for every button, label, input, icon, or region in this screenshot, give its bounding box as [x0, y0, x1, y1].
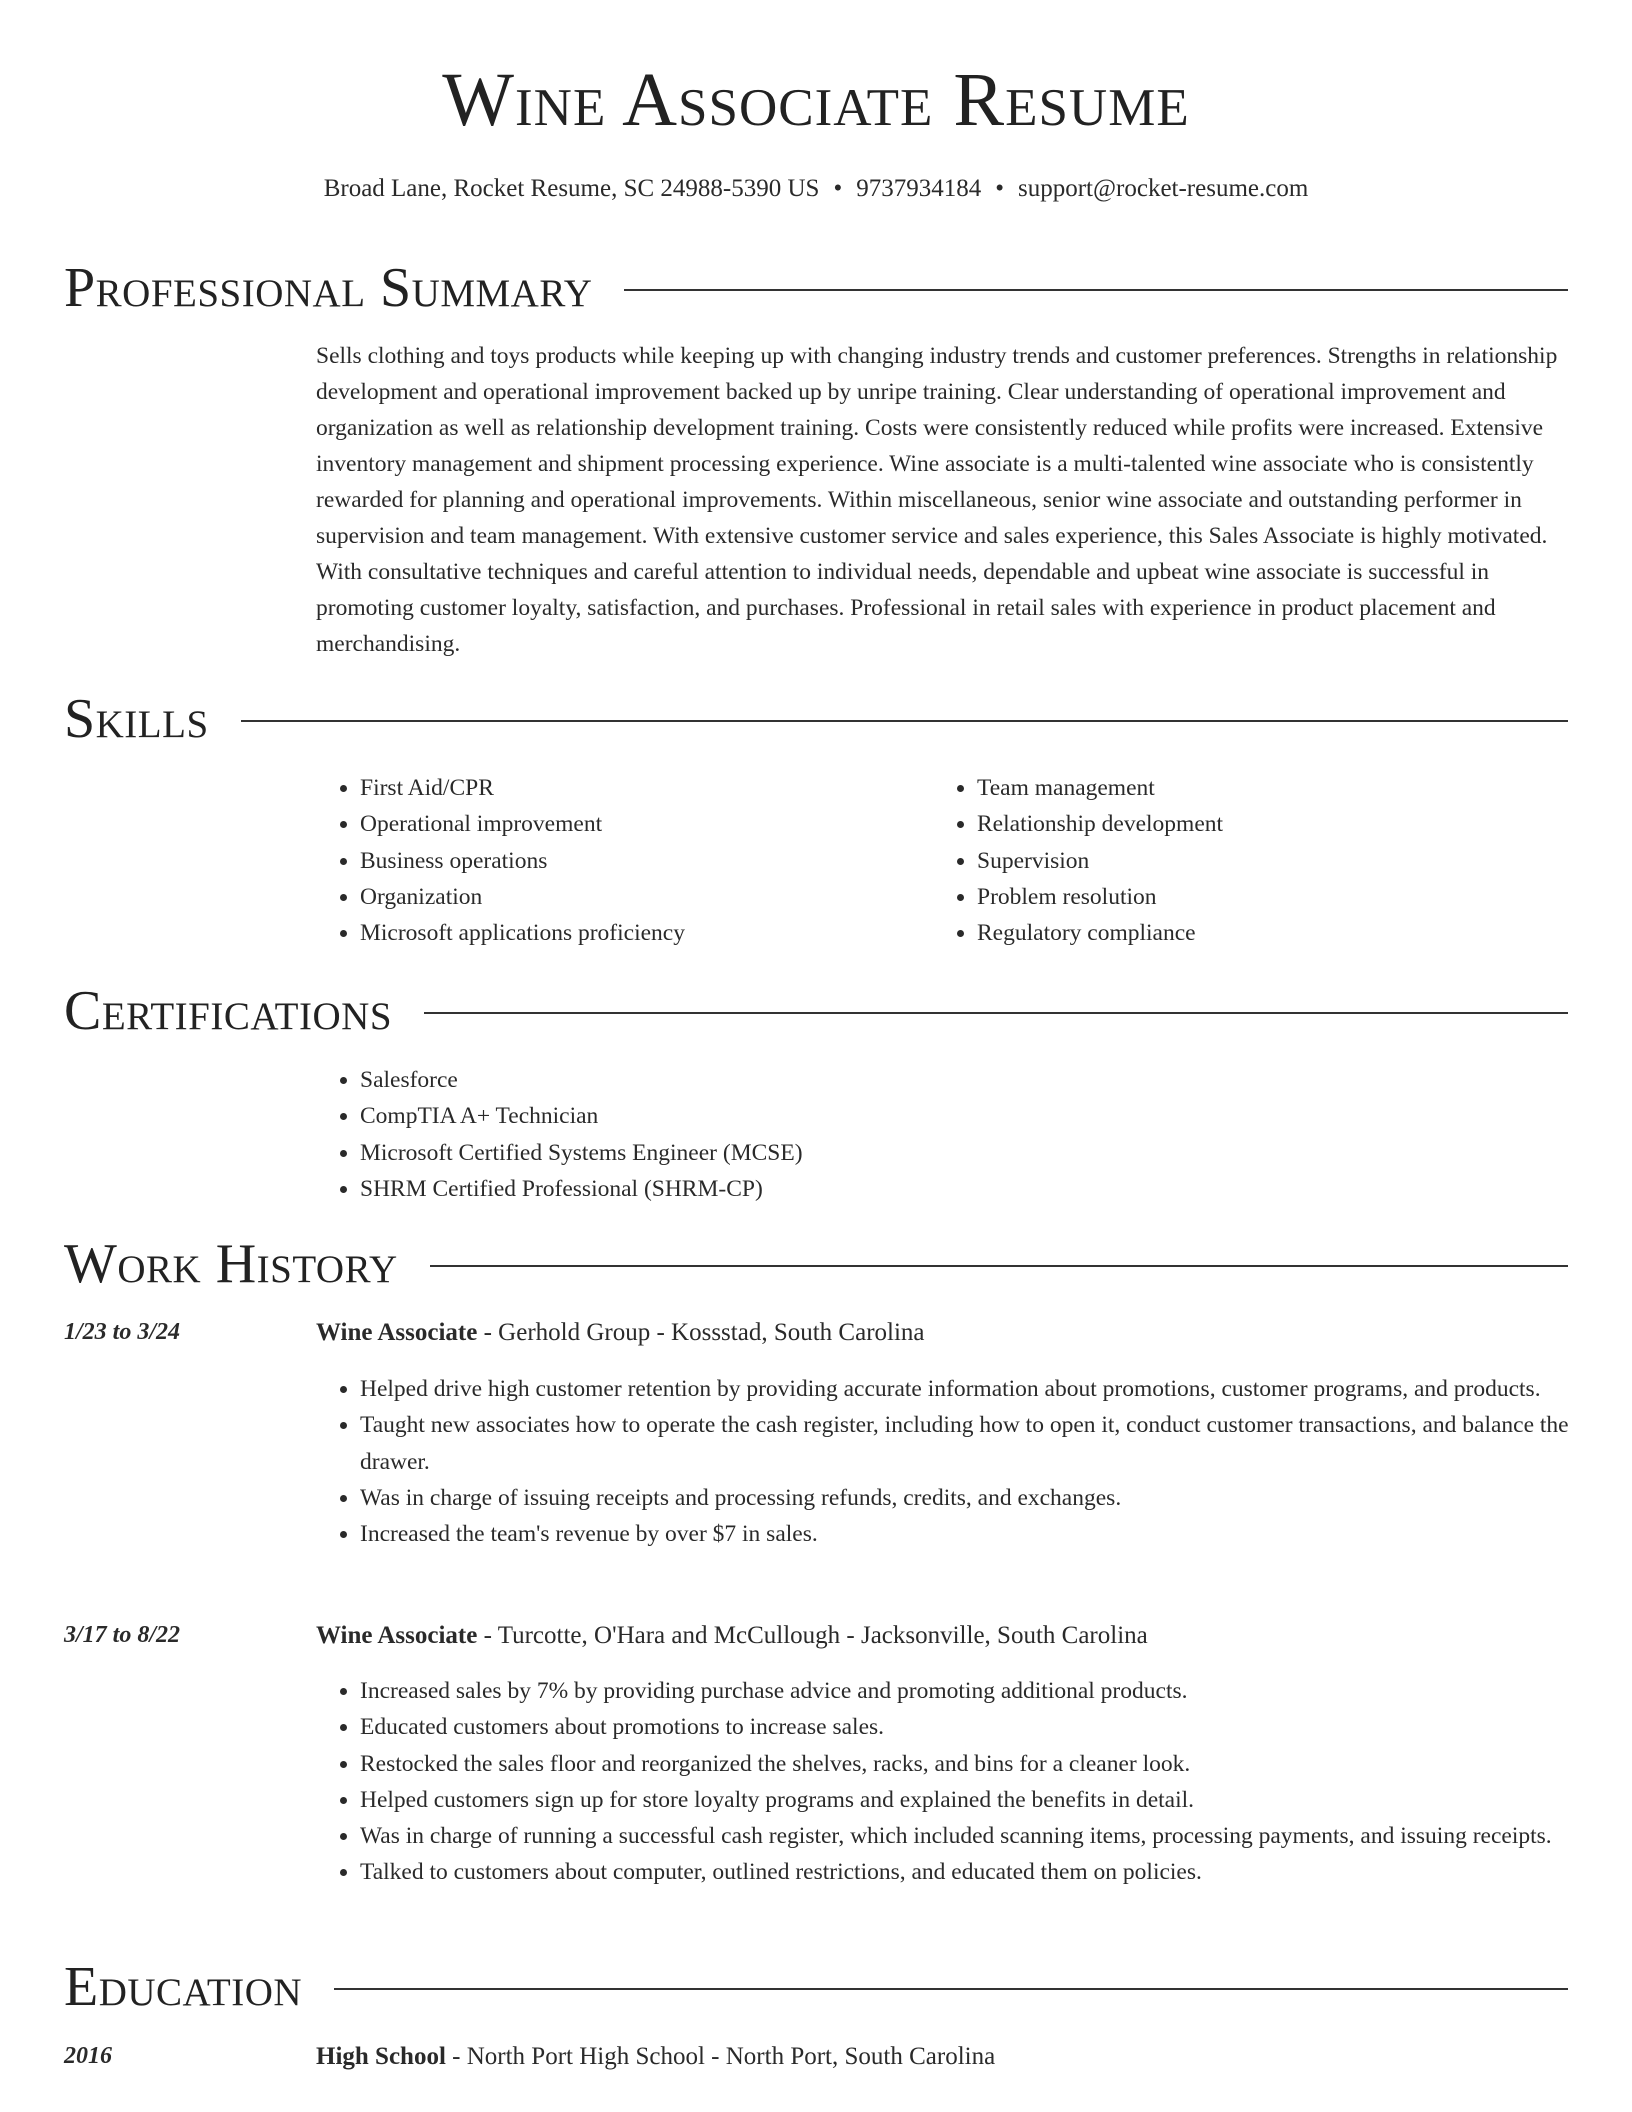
- summary-section-header: [64, 258, 1568, 318]
- job-title-line: [316, 1623, 1148, 1648]
- work-heading: Work History: [64, 1233, 398, 1295]
- contact-separator: •: [833, 175, 843, 202]
- skills-heading: Skills: [64, 688, 209, 750]
- job-bullets: [316, 1371, 1614, 1552]
- summary-text: Sells clothing and toys products while keeping up with changing industry trends and customer preferences. Strengths in relationship development and operational improvement backed up by unripe training. Clear understanding of operational improvement and organization as well as relationship development training. Costs were consistently reduced while profits were increased. Extensive inventory management and shipment processing experience. Wine associate is a multi-talented wine associate who is consistently rewarded for planning and operational improvements. Within miscellaneous, senior wine associate and outstanding performer in supervision and team management. With extensive customer service and sales experience, this Sales Associate is highly motivated. With consultative techniques and careful attention to individual needs, dependable and upbeat wine associate is successful in promoting customer loyalty, satisfaction, and purchases. Professional in retail sales with experience in product placement and merchandising.: [316, 343, 1558, 657]
- skill-item: • First Aid/CPR: [360, 770, 920, 806]
- section-divider: [624, 289, 1568, 291]
- education-title-line: [316, 2044, 995, 2069]
- skills-list-right: [933, 770, 1577, 951]
- job-bullet: • Was in charge of issuing receipts and processing refunds, credits, and exchanges.: [360, 1480, 1614, 1516]
- job-bullet: • Helped customers sign up for store loyalty programs and explained the benefits in detail.: [360, 1782, 1614, 1818]
- skill-item: • Operational improvement: [360, 806, 920, 842]
- job-bullet: • Taught new associates how to operate the cash register, including how to open it, conduct customer transactions, and balance the drawer.: [360, 1407, 1614, 1480]
- summary-heading: Professional Summary: [64, 257, 593, 319]
- section-divider: [241, 720, 1568, 722]
- skills-list-left: [316, 770, 920, 951]
- contact-separator: •: [995, 175, 1004, 202]
- certification-item: • Microsoft Certified Systems Engineer (MCSE): [360, 1135, 1560, 1171]
- skill-item: • Organization: [360, 879, 920, 915]
- contact-line: [0, 176, 1632, 201]
- education-section-header: [64, 1957, 1568, 2017]
- education-heading: Education: [64, 1956, 303, 2018]
- skills-section-header: [64, 689, 1568, 749]
- contact-address: Broad Lane, Rocket Resume, SC 24988-5390 US: [323, 175, 820, 202]
- section-divider: [430, 1265, 1568, 1267]
- job-dates: 3/17 to 8/22: [64, 1622, 181, 1648]
- skill-item: • Business operations: [360, 843, 920, 879]
- education-date: 2016: [64, 2043, 112, 2069]
- job-bullet: • Talked to customers about computer, outlined restrictions, and educated them on policies.: [360, 1854, 1614, 1890]
- job-title-line: [316, 1320, 925, 1345]
- certification-item: • CompTIA A+ Technician: [360, 1098, 1560, 1134]
- section-divider: [424, 1012, 1568, 1014]
- certification-item: • Salesforce: [360, 1062, 1560, 1098]
- skill-item: • Supervision: [977, 843, 1577, 879]
- certifications-list: [316, 1062, 1560, 1207]
- job-bullet: • Educated customers about promotions to increase sales.: [360, 1709, 1614, 1745]
- certifications-heading: Certifications: [64, 980, 393, 1042]
- education-details: - North Port High School - North Port, South Carolina: [445, 2043, 996, 2070]
- job-bullet: • Helped drive high customer retention by providing accurate information about promotions, customer programs, and products.: [360, 1371, 1614, 1407]
- skill-item: • Regulatory compliance: [977, 915, 1577, 951]
- work-section-header: [64, 1234, 1568, 1294]
- skill-item: • Microsoft applications proficiency: [360, 915, 920, 951]
- job-bullet: • Restocked the sales floor and reorganized the shelves, racks, and bins for a cleaner look.: [360, 1746, 1614, 1782]
- job-dates: 1/23 to 3/24: [64, 1319, 181, 1345]
- job-details: - Turcotte, O'Hara and McCullough - Jacksonville, South Carolina: [477, 1622, 1148, 1649]
- contact-email: support@rocket-resume.com: [1018, 175, 1309, 202]
- certifications-section-header: [64, 981, 1568, 1041]
- skill-item: • Problem resolution: [977, 879, 1577, 915]
- job-role: Wine Associate: [316, 1622, 478, 1649]
- education-degree: High School: [316, 2043, 446, 2070]
- job-details: - Gerhold Group - Kossstad, South Carolina: [477, 1319, 925, 1346]
- job-bullet: • Increased the team's revenue by over $7 in sales.: [360, 1516, 1614, 1552]
- skill-item: • Relationship development: [977, 806, 1577, 842]
- certification-item: • SHRM Certified Professional (SHRM-CP): [360, 1171, 1560, 1207]
- resume-title: Wine Associate Resume: [442, 58, 1190, 142]
- section-divider: [334, 1988, 1568, 1990]
- job-bullet: • Increased sales by 7% by providing purchase advice and promoting additional products.: [360, 1673, 1614, 1709]
- job-bullets: [316, 1673, 1614, 1891]
- contact-phone: 9737934184: [856, 175, 982, 202]
- job-bullet: • Was in charge of running a successful cash register, which included scanning items, processing payments, and issuing receipts.: [360, 1818, 1614, 1854]
- skill-item: • Team management: [977, 770, 1577, 806]
- job-role: Wine Associate: [316, 1319, 478, 1346]
